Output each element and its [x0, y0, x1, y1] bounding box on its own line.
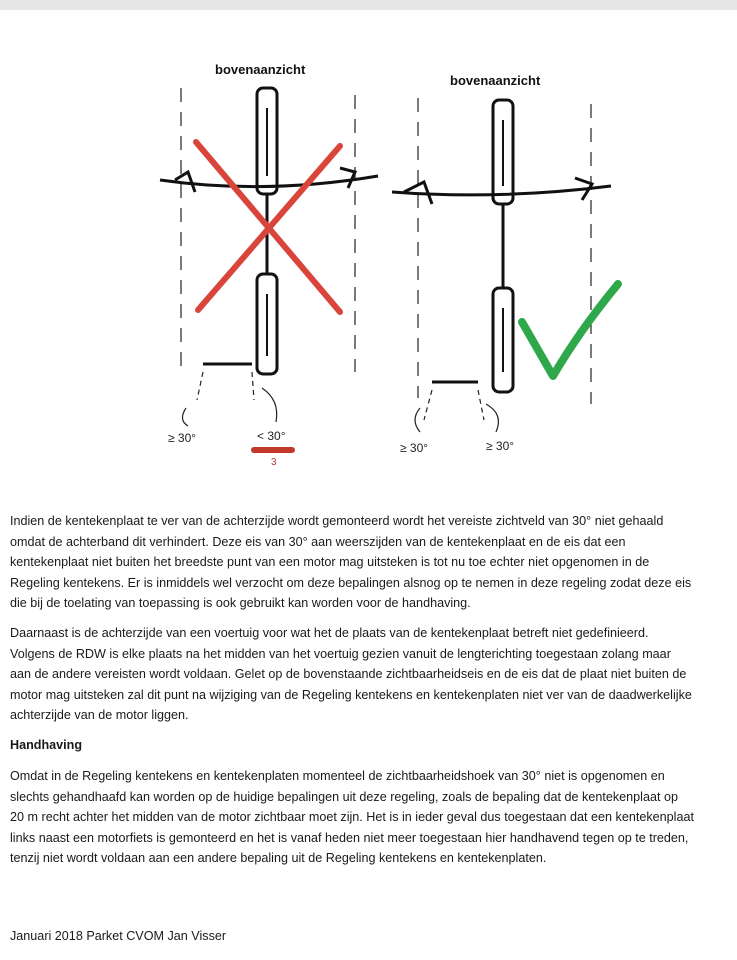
paragraph-1-text: Indien de kentekenplaat te ver van de achterzijde wordt gemonteerd wordt het vereiste zichtveld van 30° niet gehaald omdat de achterband dit verhindert. Deze eis van 30° aan weerszijden van de kentekenplaat en de eis dat een kentekenplaat niet buiten het breedste punt van een motor mag uitsteken is tot nu toe echter niet opgenomen in de Regeling kentekens. Er is inmiddels wel verzocht om deze bepalingen alsnog op te nemen in deze regeling zodat deze eis die bij de toelating van toepassing is ook gebruikt kan worden voor de handhaving. [10, 514, 692, 610]
angle-arc-right [486, 404, 498, 432]
footer: Januari 2018 Parket CVOM Jan Visser [10, 929, 227, 943]
paragraph-1 [10, 511, 695, 614]
angle-label-right: < 30° [257, 429, 286, 443]
angle-label-left: ≥ 30° [168, 431, 197, 445]
green-checkmark-icon [522, 284, 618, 376]
angle-arc-left [182, 408, 188, 426]
angle-label-right: ≥ 30° [486, 439, 515, 453]
paragraph-3-text: Omdat in de Regeling kentekens en kentekenplaten momenteel de zichtbaarheidshoek van 30° niet is opgenomen en slechts gehandhaafd kan worden op de huidige bepalingen uit deze regeling, zoals de bepaling dat de kentekenplaat op 20 m recht achter het midden van de motor zichtbaar moet zijn. Het is in ieder geval dus toegestaan dat een kentekenplaat links naast een motorfiets is gemonteerd en het is vanaf heden niet meer toegestaan hier handhavend tegen op te treden, tenzij niet wordt voldaan aan een andere bepaling uit de Regeling kentekens en kentekenplaten. [10, 769, 694, 865]
angle-label-left: ≥ 30° [400, 441, 429, 455]
paragraph-2-text: Daarnaast is de achterzijde van een voertuig voor wat het de plaats van de kentekenplaat betreft niet gedefinieerd. Volgens de RDW is elke plaats na het midden van het voertuig gezien vanuit de lengterichting toegestaan zolang maar aan de andere vereisten wordt voldaan. Gelet op de bovenstaande zichtbaarheidseis en de eis dat de plaat niet buiten de motor mag uitsteken zal dit punt na wijziging van de Regeling kentekens en kentekenplaten niet ver van de daadwerkelijke achterzijde van de motor liggen. [10, 626, 692, 722]
angle-arc-left [415, 408, 420, 432]
diagram-left-title: bovenaanzicht [215, 62, 306, 77]
sight-line [197, 372, 203, 400]
diagram-right-title: bovenaanzicht [450, 73, 541, 88]
paragraph-2 [10, 623, 695, 726]
diagram-left [160, 62, 378, 468]
diagram-right [392, 73, 618, 455]
sight-line [252, 372, 254, 400]
paragraph-3 [10, 766, 695, 869]
section-heading: Handhaving [10, 738, 83, 752]
sight-line [478, 390, 484, 420]
mirror-right [340, 168, 355, 188]
footnote-number: 3 [271, 457, 277, 468]
sight-line [424, 390, 432, 420]
angle-arc-right [262, 388, 277, 422]
